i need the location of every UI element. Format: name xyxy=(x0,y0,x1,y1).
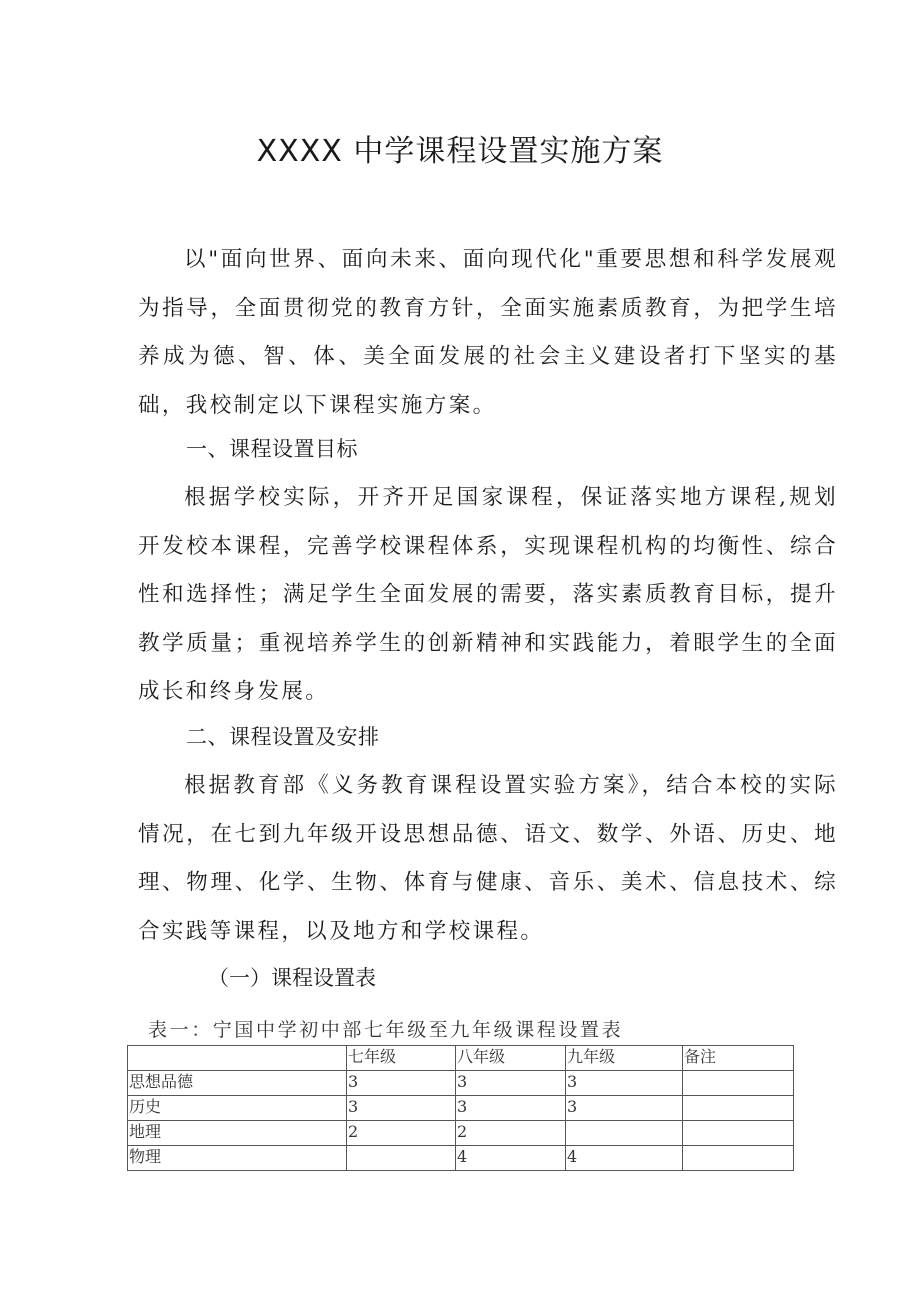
intro-paragraph: 以"面向世界、面向未来、面向现代化"重要思想和科学发展观为指导，全面贯彻党的教育方针，全面实施素质教育，为把学生培养成为德、智、体、美全面发展的社会主义建设者打下坚实的基础，我校制定以下课程实施方案。 xyxy=(138,247,838,418)
table-cell xyxy=(683,1146,794,1171)
table-cell xyxy=(683,1071,794,1096)
section-heading-goals: 一、课程设置目标 xyxy=(186,437,358,461)
table-cell: 4 xyxy=(456,1146,566,1171)
table-cell: 物理 xyxy=(128,1146,347,1171)
table-cell xyxy=(683,1121,794,1146)
header-cell-grade9: 九年级 xyxy=(566,1046,683,1071)
header-cell-grade7: 七年级 xyxy=(347,1046,456,1071)
table-header-row xyxy=(128,1046,794,1071)
page-title: XXXX 中学课程设置实施方案 xyxy=(256,134,664,169)
table-cell: 2 xyxy=(347,1121,456,1146)
table-caption: 表一：宁国中学初中部七年级至九年级课程设置表 xyxy=(148,1019,624,1041)
table-cell: 3 xyxy=(566,1096,683,1121)
course-table xyxy=(127,1045,794,1171)
table-cell: 思想品德 xyxy=(128,1071,347,1096)
header-cell-grade8: 八年级 xyxy=(456,1046,566,1071)
table-cell: 2 xyxy=(456,1121,566,1146)
section-heading-arrangement: 二、课程设置及安排 xyxy=(186,725,380,749)
table-row xyxy=(128,1146,794,1171)
table-cell: 4 xyxy=(566,1146,683,1171)
table-cell: 3 xyxy=(566,1071,683,1096)
table-row xyxy=(128,1071,794,1096)
table-cell: 历史 xyxy=(128,1096,347,1121)
header-cell-subject xyxy=(128,1046,347,1071)
table-row xyxy=(128,1096,794,1121)
header-cell-notes: 备注 xyxy=(683,1046,794,1071)
table-cell: 3 xyxy=(347,1096,456,1121)
table-cell: 3 xyxy=(456,1096,566,1121)
table-cell xyxy=(347,1146,456,1171)
table-cell xyxy=(566,1121,683,1146)
arrangement-paragraph: 根据教育部《义务教育课程设置实验方案》，结合本校的实际情况，在七到九年级开设思想品德、语文、数学、外语、历史、地理、物理、化学、生物、体育与健康、音乐、美术、信息技术、综合实践等课程，以及地方和学校课程。 xyxy=(138,773,838,944)
subsection-heading-table: （一）课程设置表 xyxy=(208,966,376,990)
table-cell xyxy=(683,1096,794,1121)
table-cell: 3 xyxy=(347,1071,456,1096)
table-row xyxy=(128,1121,794,1146)
goals-paragraph: 根据学校实际，开齐开足国家课程，保证落实地方课程,规划开发校本课程，完善学校课程体系，实现课程机构的均衡性、综合性和选择性；满足学生全面发展的需要，落实素质教育目标，提升教学质量；重视培养学生的创新精神和实践能力，着眼学生的全面成长和终身发展。 xyxy=(138,485,838,704)
table-cell: 地理 xyxy=(128,1121,347,1146)
table-cell: 3 xyxy=(456,1071,566,1096)
